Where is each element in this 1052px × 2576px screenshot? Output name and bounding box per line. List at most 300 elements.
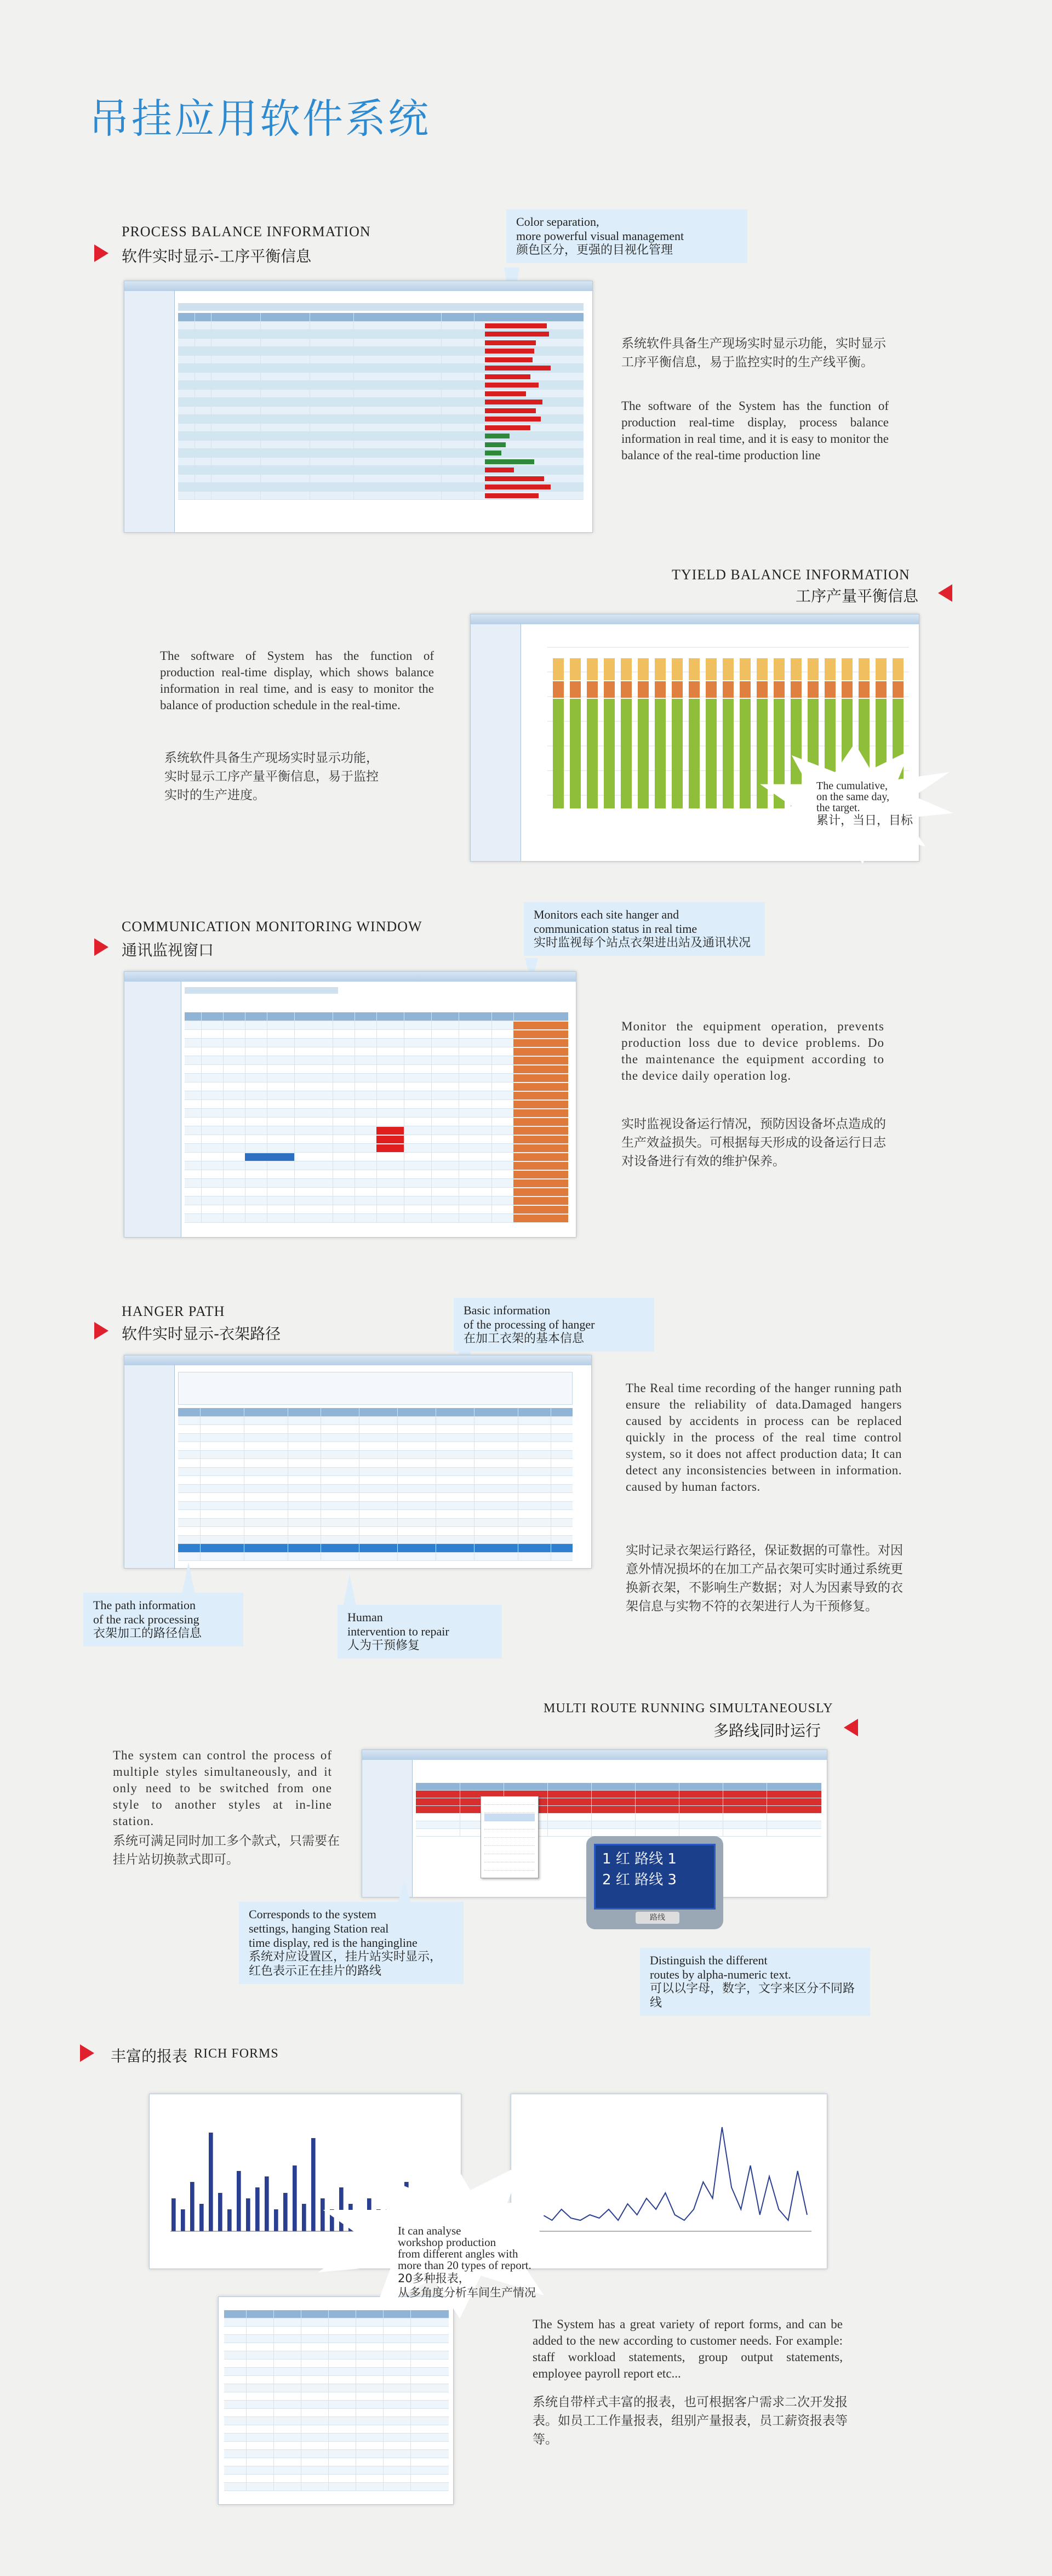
callout-line: communication status in real time [534, 922, 697, 936]
yield-column-segment [621, 658, 632, 680]
callout-line: the target. [816, 802, 860, 814]
communication-desc-en: Monitor the equipment operation, prevents production loss due to device problems. Do the maintenance the equipment according to the device daily operation log. [621, 1019, 884, 1082]
table-row [224, 2335, 449, 2343]
yield-column-segment [706, 681, 717, 698]
yield-column-segment [723, 658, 734, 680]
context-menu-item[interactable] [484, 1814, 535, 1821]
table-row [224, 2466, 449, 2475]
callout-line: 衣架加工的路径信息 [93, 1627, 202, 1640]
balance-bar [485, 425, 530, 430]
table-row [178, 441, 584, 449]
report-line [533, 2127, 807, 2220]
status-cell [513, 1197, 568, 1205]
status-cell [513, 1022, 568, 1029]
table-report [224, 2310, 449, 2497]
report-bar [311, 2138, 316, 2231]
callout-line: 人为干预修复 [347, 1639, 420, 1652]
process-balance-table [178, 313, 584, 494]
yield-column-segment [553, 699, 564, 808]
balance-bar [485, 451, 501, 455]
callout-line: Human [347, 1610, 383, 1624]
yield-column-segment [587, 658, 598, 680]
yield-column-segment [740, 658, 751, 680]
line-report-chart [522, 2105, 818, 2264]
hanger-path-table [178, 1408, 573, 1561]
multi-route-desc-zh: 系统可满足同时加工多个款式，只需要在挂片站切换款式即可。 [113, 1834, 340, 1867]
table-row [224, 2360, 449, 2368]
table-row [224, 2351, 449, 2360]
report-bar [321, 2198, 325, 2231]
balance-bar [485, 442, 506, 447]
yield-balance-title-zh: 工序产量平衡信息 [796, 587, 919, 605]
table-row [178, 347, 584, 356]
status-cell [513, 1101, 568, 1108]
report-bar [190, 2182, 195, 2231]
table-row [224, 2475, 449, 2483]
table-row [178, 364, 584, 373]
table-report-screenshot [218, 2296, 454, 2505]
table-row [185, 1065, 568, 1074]
route-line-2: 2 红 路线 3 [602, 1872, 677, 1888]
table-row [178, 1502, 573, 1511]
context-menu [481, 1796, 539, 1878]
table-row [178, 1468, 573, 1477]
callout-line: 20多种报表， [398, 2272, 470, 2285]
yield-column-segment [655, 681, 666, 698]
report-bar [181, 2209, 185, 2231]
table-row [178, 390, 584, 398]
callout-line: of the rack processing [93, 1612, 199, 1626]
hanger-path-screenshot [124, 1355, 592, 1569]
table-row [178, 398, 584, 407]
status-cell [513, 1039, 568, 1047]
balance-bar [485, 366, 551, 371]
callout-line: Distinguish the different [650, 1953, 768, 1967]
context-menu-item[interactable] [484, 1871, 535, 1879]
table-row [178, 1459, 573, 1468]
table-row [178, 356, 584, 364]
table-row [178, 1442, 573, 1451]
table-row [185, 1039, 568, 1047]
callout-line: more than 20 types of report. [398, 2259, 531, 2272]
path-info-callout [83, 1593, 243, 1646]
callout-line: routes by alpha-numeric text. [650, 1968, 791, 1981]
callout-line: Monitors each site hanger and [534, 908, 679, 921]
yield-column-segment [842, 681, 853, 698]
communication-title-zh: 通讯监视窗口 [122, 941, 214, 959]
status-cell [513, 1153, 568, 1161]
process-balance-title-zh: 软件实时显示-工序平衡信息 [122, 247, 312, 265]
yield-column-segment [672, 658, 683, 680]
yield-column-segment [655, 699, 666, 808]
table-row [416, 1806, 821, 1814]
table-row [178, 1493, 573, 1502]
callout-line: workshop production [398, 2236, 496, 2249]
report-bar [339, 2187, 344, 2231]
report-bar [227, 2209, 232, 2231]
yield-column-segment [808, 658, 819, 680]
table-row [178, 1476, 573, 1485]
table-row [178, 313, 584, 322]
status-cell [513, 1136, 568, 1143]
yield-balance-desc-zh: 系统软件具备生产现场实时显示功能，实时显示工序产量平衡信息，易于监控实时的生产进度。 [164, 751, 379, 802]
balance-bar [485, 323, 547, 328]
yield-column-segment [774, 658, 785, 680]
table-row [185, 1188, 568, 1196]
callout-line: settings, hanging Station real [249, 1922, 389, 1935]
callout-line: 颜色区分，更强的目视化管理 [516, 243, 673, 257]
table-row [224, 2327, 449, 2335]
table-row [178, 407, 584, 415]
callout-pointer [398, 1880, 411, 1903]
section-arrow-icon [94, 1322, 108, 1340]
table-row [224, 2425, 449, 2433]
report-bar [255, 2187, 260, 2231]
table-row [224, 2417, 449, 2425]
balance-bar [485, 417, 541, 421]
table-row [178, 1527, 573, 1536]
table-row [178, 449, 584, 458]
table-row [178, 1485, 573, 1494]
table-row [185, 1135, 568, 1144]
balance-bar [485, 459, 534, 464]
callout-line: of the processing of hanger [464, 1318, 595, 1331]
callout-pointer [182, 1562, 195, 1594]
callout-line: 红色表示正在挂片的路线 [249, 1964, 382, 1978]
table-row [224, 2384, 449, 2392]
table-row [185, 1205, 568, 1214]
callout-line: Basic information [464, 1303, 551, 1317]
table-row [178, 381, 584, 390]
yield-column-segment [689, 681, 700, 698]
multi-route-title-zh: 多路线同时运行 [713, 1722, 821, 1740]
report-bar [171, 2198, 176, 2231]
table-row [178, 322, 584, 330]
table-row [185, 1012, 568, 1021]
table-row [224, 2409, 449, 2417]
yield-column-segment [740, 699, 751, 808]
table-row [178, 466, 584, 475]
site-monitor-callout [524, 902, 765, 956]
communication-title-en: COMMUNICATION MONITORING WINDOW [122, 919, 422, 934]
callout-line: 累计，当日，目标 [816, 814, 913, 828]
reports-title-zh: 丰富的报表 [111, 2047, 188, 2065]
balance-bar [485, 468, 514, 472]
yield-column-segment [553, 658, 564, 680]
yield-column-segment [723, 681, 734, 698]
yield-column-segment [689, 658, 700, 680]
reports-desc-en: The System has a great variety of report forms, and can be added to the new according to customer needs. For example: staff workload statements, group output statements, employee payroll report etc... [533, 2317, 843, 2380]
balance-bar [485, 391, 526, 396]
table-row [178, 1408, 573, 1417]
table-row [185, 1030, 568, 1039]
device-label: 路线 [636, 1912, 679, 1924]
table-row [185, 1047, 568, 1056]
callout-line: intervention to repair [347, 1625, 449, 1638]
yield-column-segment [604, 658, 615, 680]
callout-line: 在加工衣架的基本信息 [464, 1332, 585, 1346]
error-cell [376, 1127, 404, 1135]
table-row [178, 1451, 573, 1460]
multi-route-desc-en: The system can control the process of multiple styles simultaneously, and it only need to be switched from one style to another styles at in-line station. [113, 1748, 332, 1828]
table-row [178, 330, 584, 339]
process-balance-title-en: PROCESS BALANCE INFORMATION [122, 224, 371, 240]
status-cell [513, 1083, 568, 1091]
status-cell [513, 1118, 568, 1126]
section-arrow-icon [94, 244, 108, 262]
hanger-path-desc-en: The Real time recording of the hanger running path ensure the reliability of data.Damaged hangers caused by accidents in process can be replaced quickly in the process of the real time control system, so it does not affect production data; It can detect any inconsistencies between in information. caused by human factors. [626, 1381, 902, 1494]
table-row [178, 1544, 573, 1553]
status-cell [513, 1206, 568, 1213]
route-line-1: 1 红 路线 1 [602, 1851, 677, 1867]
balance-bar [485, 434, 510, 438]
balance-bar [485, 493, 539, 498]
yield-column-segment [808, 681, 819, 698]
hanger-path-title-en: HANGER PATH [122, 1303, 225, 1319]
balance-bar [485, 349, 534, 354]
table-row [178, 432, 584, 441]
table-row [185, 1074, 568, 1082]
callout-line: Color separation, [516, 215, 599, 229]
yield-column-segment [876, 681, 887, 698]
station-display-device [586, 1836, 723, 1929]
context-menu-item[interactable] [484, 1830, 535, 1838]
multi-route-title-en: MULTI ROUTE RUNNING SIMULTANEOUSLY [544, 1701, 833, 1716]
table-row [185, 1021, 568, 1030]
table-row [416, 1783, 821, 1791]
section-arrow-icon [94, 938, 108, 956]
table-row [185, 1153, 568, 1161]
table-row [224, 2483, 449, 2491]
table-row [178, 373, 584, 381]
table-row [185, 1170, 568, 1179]
table-row [224, 2442, 449, 2450]
yield-column-segment [723, 699, 734, 808]
yield-column-segment [774, 681, 785, 698]
balance-bar [485, 400, 542, 404]
report-bar [246, 2198, 250, 2231]
table-row [185, 1144, 568, 1153]
yield-column-segment [672, 699, 683, 808]
table-row [185, 1118, 568, 1126]
table-row [224, 2368, 449, 2376]
yield-column-segment [706, 658, 717, 680]
yield-column-segment [859, 658, 870, 680]
process-balance-desc-zh: 系统软件具备生产现场实时显示功能，实时显示工序平衡信息，易于监控实时的生产线平衡。 [621, 337, 886, 369]
report-bar [293, 2165, 297, 2231]
yield-column-segment [689, 699, 700, 808]
table-row [416, 1791, 821, 1798]
reports-title-en: RICH FORMS [194, 2047, 279, 2061]
table-row [185, 1100, 568, 1109]
callout-line: 从多角度分析车间生产情况 [398, 2286, 536, 2299]
error-cell [376, 1136, 404, 1143]
callout-line: 系统对应设置区，挂片站实时显示， [249, 1950, 442, 1964]
balance-bar [485, 340, 536, 345]
yield-column-segment [791, 658, 802, 680]
report-bar [237, 2171, 241, 2231]
table-row [224, 2343, 449, 2351]
table-row [185, 1126, 568, 1135]
balance-bar [485, 332, 549, 337]
yield-column-segment [621, 681, 632, 698]
distinguish-routes-callout [640, 1948, 870, 2016]
process-balance-desc-en: The software of the System has the function of production real-time display, process balance information in real time, and it is easy to monitor the balance of the real-time production line [621, 399, 889, 462]
context-menu-item[interactable] [484, 1863, 535, 1871]
yield-column-segment [570, 681, 581, 698]
yield-balance-title-en: TYIELD BALANCE INFORMATION [672, 567, 910, 583]
callout-line: more powerful visual management [516, 229, 684, 243]
report-bar [199, 2204, 204, 2231]
hanger-path-desc-zh: 实时记录衣架运行路径，保证数据的可靠性。对因意外情况损坏的在加工产品衣架可实时通过系统更换新衣架，不影响生产数据；对人为因素导致的衣架信息与实物不符的衣架进行人为干预修复。 [626, 1543, 903, 1614]
analysis-callout-text [398, 2225, 536, 2300]
yield-column-segment [791, 681, 802, 698]
yield-column-segment [638, 658, 649, 680]
status-cell [513, 1048, 568, 1056]
table-row [178, 1417, 573, 1426]
section-arrow-icon [844, 1719, 858, 1736]
context-menu-item[interactable] [484, 1838, 535, 1846]
callout-line: 实时监视每个站点衣架进出站及通讯状况 [534, 936, 751, 950]
report-bar [218, 2193, 222, 2231]
yield-column-segment [570, 658, 581, 680]
balance-bar [485, 408, 536, 413]
error-cell [376, 1144, 404, 1152]
yield-balance-desc-en: The software of System has the function of production real-time display, which shows balance information in real time, and is easy to monitor the balance of production schedule in the real-time. [160, 649, 434, 712]
table-row [416, 1798, 821, 1806]
callout-line: It can analyse [398, 2224, 461, 2237]
report-bar [302, 2204, 306, 2231]
table-row [224, 2458, 449, 2466]
status-cell [513, 1188, 568, 1196]
system-settings-callout [239, 1902, 464, 1984]
status-cell [513, 1030, 568, 1038]
selected-cell [245, 1153, 294, 1161]
cumulative-callout-text [816, 780, 913, 827]
status-cell [513, 1057, 568, 1064]
yield-column-segment [587, 699, 598, 808]
status-cell [513, 1074, 568, 1082]
report-bar [209, 2133, 213, 2231]
yield-column-segment [553, 681, 564, 698]
communication-table [185, 1012, 568, 1226]
callout-line: The path information [93, 1598, 196, 1612]
table-row [416, 1829, 821, 1837]
report-bar [283, 2193, 288, 2231]
yield-column-segment [825, 681, 836, 698]
yield-column-segment [893, 681, 904, 698]
status-cell [513, 1179, 568, 1187]
yield-column-segment [604, 681, 615, 698]
status-cell [513, 1144, 568, 1152]
context-menu-item[interactable] [484, 1797, 535, 1805]
table-row [178, 415, 584, 424]
yield-column-segment [825, 658, 836, 680]
status-cell [513, 1171, 568, 1178]
context-menu-item[interactable] [484, 1805, 535, 1813]
callout-line: time display, red is the hangingline [249, 1936, 418, 1950]
table-row [185, 1082, 568, 1091]
table-row [224, 2450, 449, 2458]
hanger-path-title-zh: 软件实时显示-衣架路径 [122, 1325, 281, 1343]
yield-column-segment [655, 658, 666, 680]
yield-column-segment [859, 681, 870, 698]
yield-column-segment [876, 658, 887, 680]
table-row [178, 1510, 573, 1519]
status-cell [513, 1092, 568, 1099]
table-row [224, 2401, 449, 2409]
context-menu-item[interactable] [484, 1855, 535, 1862]
table-row [224, 2392, 449, 2401]
yield-column-segment [672, 681, 683, 698]
yield-column-segment [842, 658, 853, 680]
section-arrow-icon [80, 2044, 94, 2062]
table-row [185, 1161, 568, 1170]
yield-column-segment [638, 699, 649, 808]
table-row [224, 2318, 449, 2327]
yield-column-segment [757, 699, 768, 808]
reports-desc-zh: 系统自带样式丰富的报表，也可根据客户需求二次开发报表。如员工工作量报表，组别产量报表，员工薪资报表等等。 [533, 2395, 848, 2447]
status-cell [513, 1215, 568, 1222]
table-row [185, 1056, 568, 1065]
table-row [224, 2433, 449, 2442]
yield-column-segment [638, 681, 649, 698]
callout-line: Corresponds to the system [249, 1907, 376, 1921]
balance-bar [485, 485, 551, 489]
status-cell [513, 1162, 568, 1170]
yield-column-segment [604, 699, 615, 808]
context-menu-item[interactable] [484, 1846, 535, 1854]
table-row [416, 1821, 821, 1829]
hanger-basic-info-callout [454, 1298, 654, 1352]
balance-bar [485, 476, 544, 481]
callout-line: from different angles with [398, 2247, 518, 2260]
table-row [185, 1091, 568, 1100]
yield-column-segment [893, 658, 904, 680]
table-row [178, 492, 584, 500]
callout-line: The cumulative, [816, 780, 888, 792]
table-row [178, 475, 584, 483]
balance-bar [485, 374, 530, 379]
color-separation-callout [506, 209, 747, 263]
callout-line: on the same day, [816, 791, 890, 803]
communication-screenshot [124, 971, 576, 1238]
report-bar [274, 2209, 278, 2231]
context-menu-item[interactable] [484, 1822, 535, 1830]
table-row [185, 1179, 568, 1188]
station-screen [594, 1844, 716, 1910]
section-arrow-icon [938, 584, 952, 602]
communication-desc-zh: 实时监视设备运行情况，预防因设备坏点造成的生产效益损失。可根据每天形成的设备运行日志对设备进行有效的维护保养。 [621, 1117, 886, 1169]
page-title: 吊挂应用软件系统 [89, 95, 431, 143]
table-row [224, 2376, 449, 2384]
table-row [178, 1519, 573, 1528]
multi-route-table [416, 1783, 821, 1838]
table-row [185, 1109, 568, 1118]
table-row [178, 458, 584, 466]
human-repair-callout [338, 1605, 502, 1659]
callout-pointer [343, 1574, 356, 1606]
callout-line: 可以以字母，数字，文字来区分不同路线 [650, 1982, 855, 2010]
yield-column-segment [757, 658, 768, 680]
table-row [178, 483, 584, 492]
table-row [178, 1553, 573, 1561]
process-balance-screenshot [124, 281, 593, 533]
yield-column-segment [757, 681, 768, 698]
yield-column-segment [740, 681, 751, 698]
table-row [416, 1814, 821, 1821]
yield-column-segment [621, 699, 632, 808]
